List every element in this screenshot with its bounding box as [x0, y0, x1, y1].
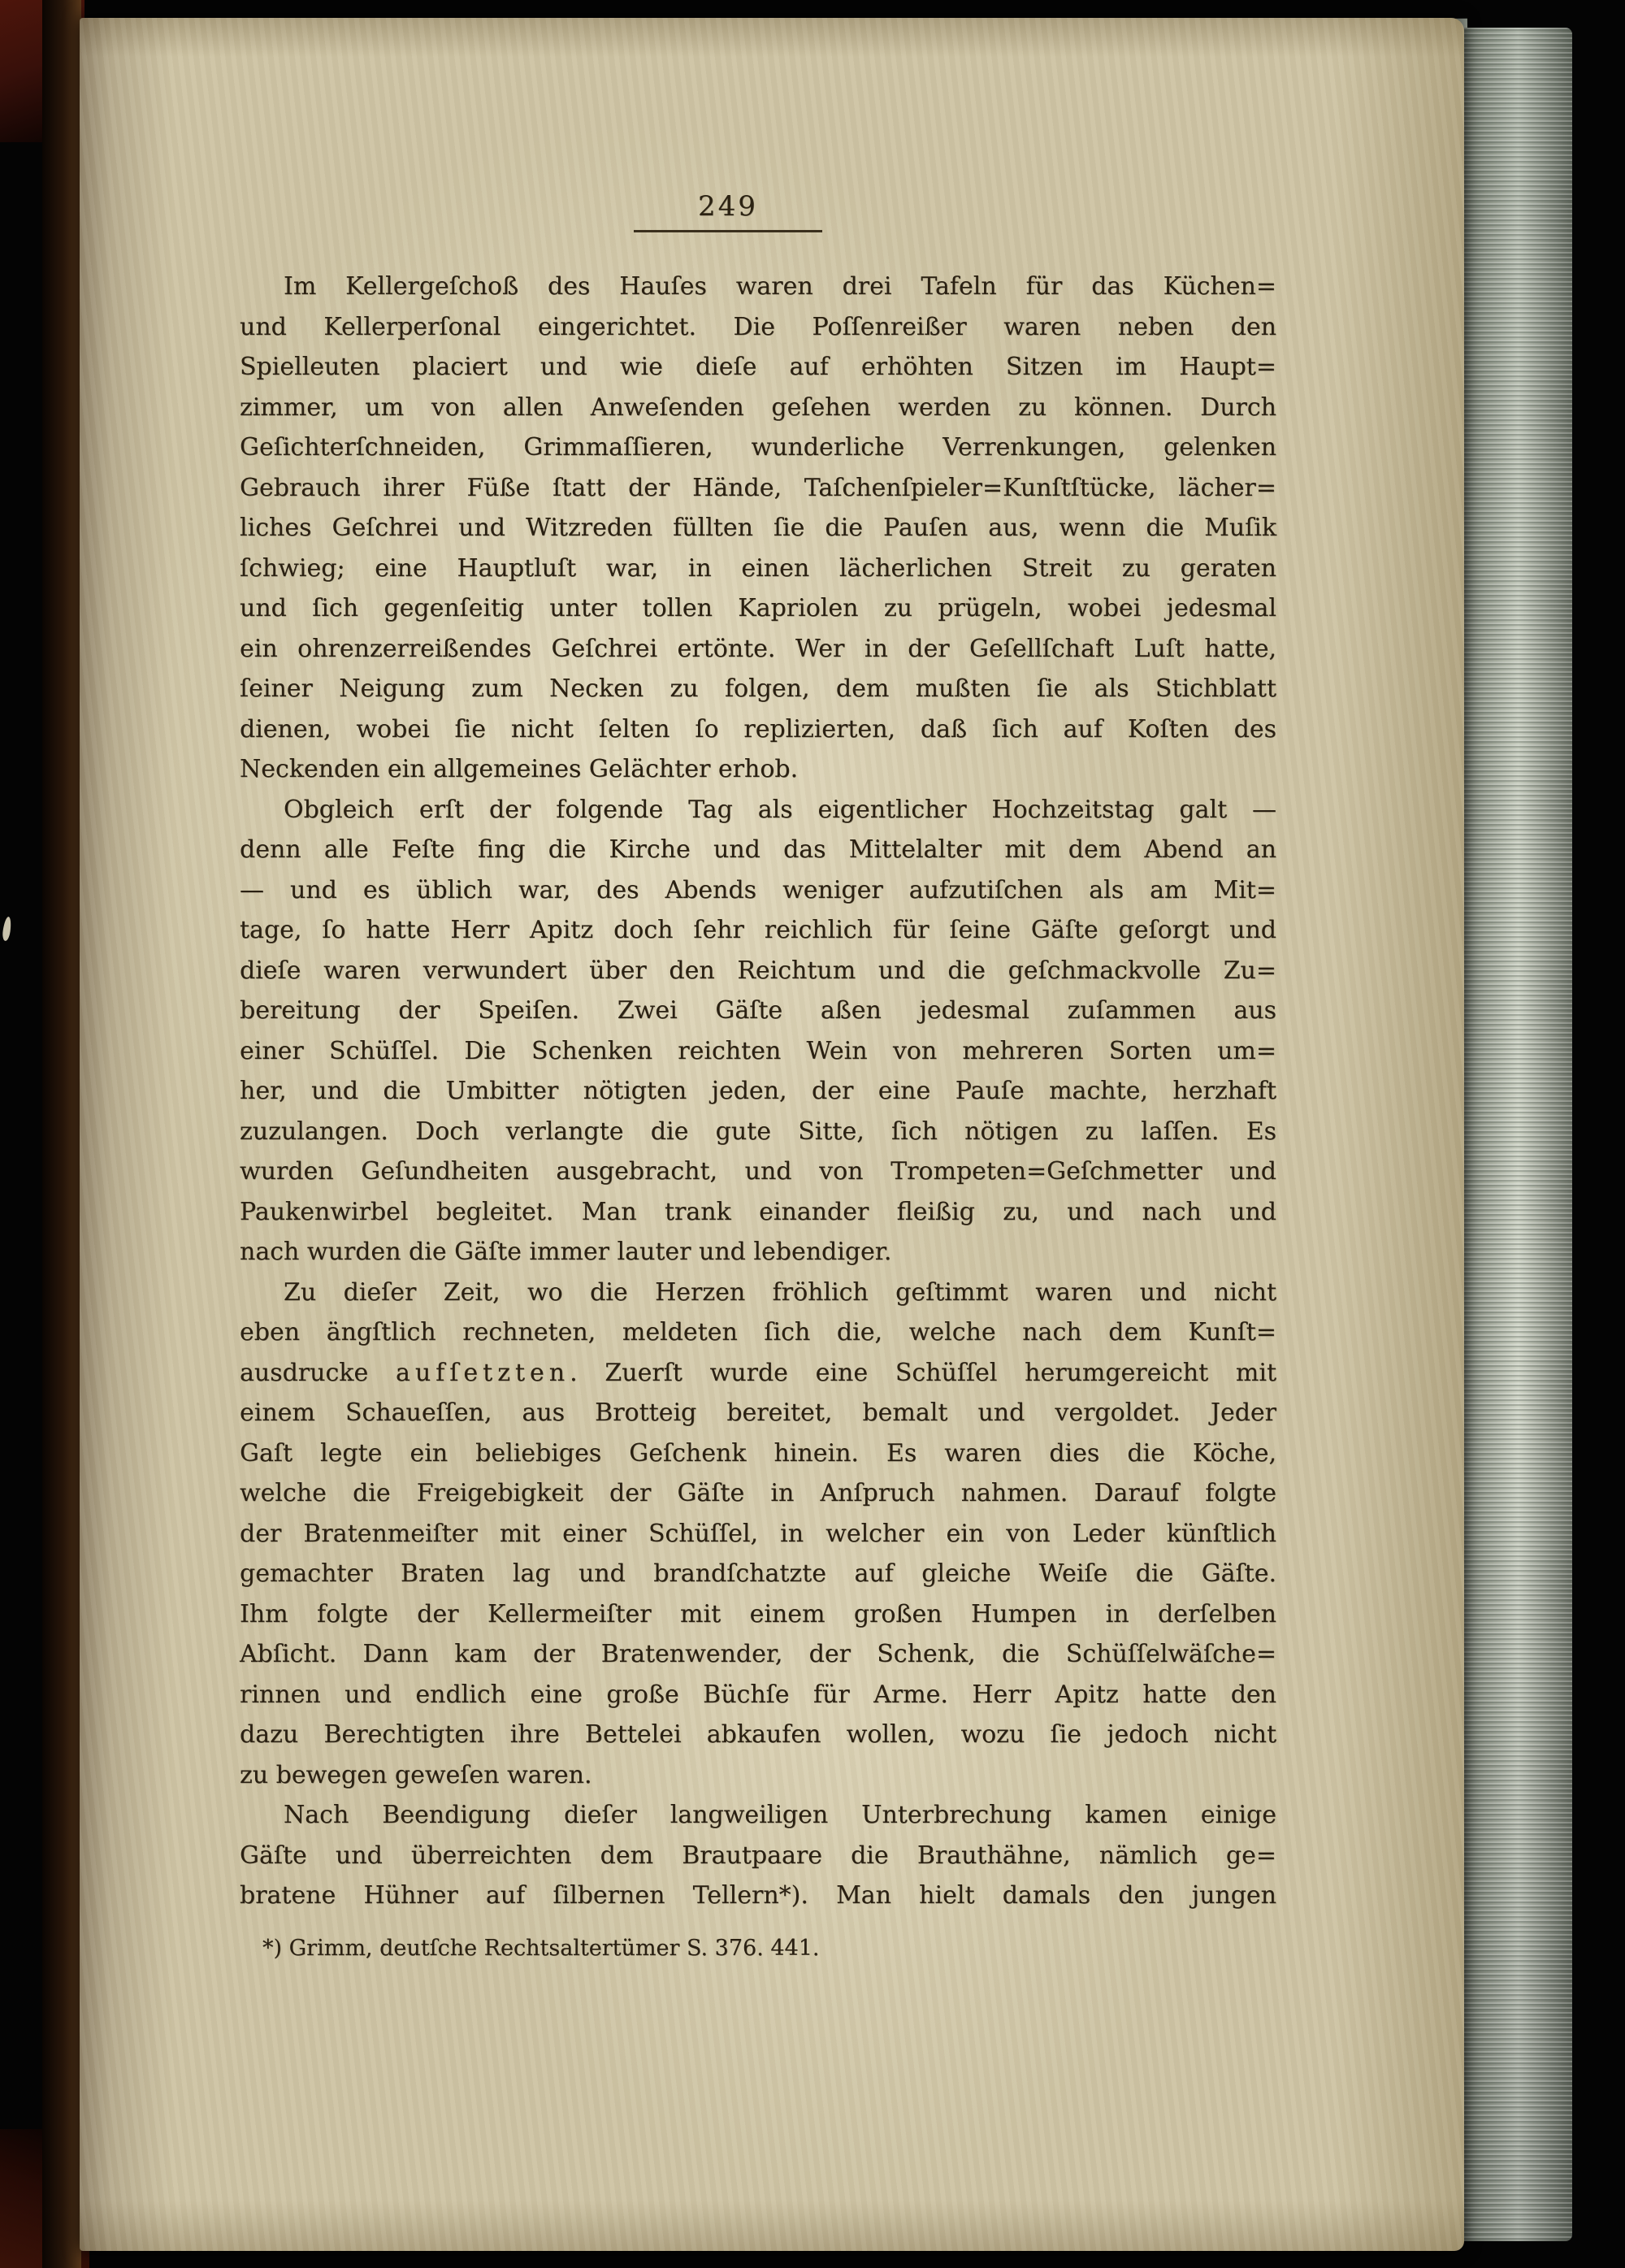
- text-line: Gaſt legte ein beliebiges Geſchenk hinein. Es waren dies die Köche,: [240, 1438, 1276, 1468]
- text-line: dieſe waren verwundert über den Reichtum und die geſchmackvolle Zu=: [240, 956, 1276, 985]
- text-line: Gäſte und überreichten dem Brautpaare die Brauthähne, nämlich ge=: [240, 1841, 1276, 1870]
- letterspaced-word: aufſetzten: [395, 1358, 570, 1387]
- book-page: [80, 18, 1464, 2251]
- text-line: Abſicht. Dann kam der Bratenwender, der Schenk, die Schüſſelwäſche=: [240, 1640, 1276, 1668]
- text-line: — und es üblich war, des Abends weniger aufzutiſchen als am Mit=: [240, 875, 1276, 904]
- text-line: [240, 1353, 1276, 1394]
- text-line: Gebrauch ihrer Füße ſtatt der Hände, Taſchenſpieler=Kunſtſtücke, lächer=: [240, 473, 1276, 502]
- text-line: gemachter Braten lag und brandſchatzte auf gleiche Weiſe die Gäſte.: [240, 1559, 1276, 1588]
- text-line: und Kellerperſonal eingerichtet. Die Poſſenreißer waren neben den: [240, 312, 1276, 341]
- book-spine: [42, 0, 81, 2268]
- text-line: ſchwieg; eine Hauptluſt war, in einen lächerlichen Streit zu geraten: [240, 553, 1276, 583]
- paragraph: [240, 790, 1276, 1273]
- text-line: einem Schaueſſen, aus Brotteig bereitet, bemalt und vergoldet. Jeder: [240, 1399, 1276, 1427]
- text-line: ſeiner Neigung zum Necken zu folgen, dem mußten ſie als Stichblatt: [240, 674, 1276, 703]
- text-line: Ihm folgte der Kellermeiſter mit einem großen Humpen in derſelben: [240, 1599, 1276, 1628]
- text-line: eben ängſtlich rechneten, meldeten ſich die, welche nach dem Kunſt=: [240, 1318, 1276, 1346]
- paragraphs: [240, 267, 1276, 1916]
- text-line: zuzulangen. Doch verlangte die gute Sitte, ſich nötigen zu laſſen. Es: [240, 1117, 1276, 1146]
- text-line: Geſichterſchneiden, Grimmaſſieren, wunderliche Verrenkungen, gelenken: [240, 433, 1276, 462]
- text-line: Spielleuten placiert und wie dieſe auf erhöhten Sitzen im Haupt=: [240, 353, 1276, 381]
- text-line: rinnen und endlich eine große Büchſe für Arme. Herr Apitz hatte den: [240, 1680, 1276, 1709]
- text-line: wurden Geſundheiten ausgebracht, und von Trompeten=Geſchmetter und: [240, 1157, 1276, 1186]
- text-line: Im Kellergeſchoß des Hauſes waren drei Tafeln für das Küchen=: [284, 272, 1276, 301]
- text-line: tage, ſo hatte Herr Apitz doch ſehr reichlich für ſeine Gäſte geſorgt und: [240, 916, 1276, 944]
- text-line: liches Geſchrei und Witzreden füllten ſie die Pauſen aus, wenn die Muſik: [240, 514, 1276, 542]
- text-line: Neckenden ein allgemeines Gelächter erhob.: [240, 755, 799, 783]
- text-line: dienen, wobei ſie nicht ſelten ſo replizierten, daß ſich auf Koſten des: [240, 714, 1276, 744]
- text-line: bereitung der Speiſen. Zwei Gäſte aßen jedesmal zuſammen aus: [240, 996, 1276, 1025]
- page-number: 249: [698, 190, 758, 223]
- margin-mark: [2, 917, 12, 942]
- page-number-rule: [634, 230, 822, 232]
- page-edges-right: [1464, 28, 1572, 2241]
- text-line: denn alle Feſte fing die Kirche und das Mittelalter mit dem Abend an: [240, 835, 1276, 864]
- text-line: ein ohrenzerreißendes Geſchrei ertönte. Wer in der Geſellſchaft Luſt hatte,: [240, 634, 1276, 663]
- page-header: [210, 190, 1246, 232]
- paragraph: [240, 1795, 1276, 1916]
- text-run: . Zuerſt wurde eine Schüſſel herumgereicht mit: [570, 1358, 1276, 1387]
- text-run: ausdrucke: [240, 1358, 396, 1387]
- text-line: nach wurden die Gäſte immer lauter und lebendiger.: [240, 1238, 892, 1266]
- footnote: *) Grimm, deutſche Rechtsaltertümer S. 376. 441.: [262, 1935, 820, 1961]
- text-line: Paukenwirbel begleitet. Man trank einander fleißig zu, und nach und: [240, 1197, 1276, 1226]
- text-line: dazu Berechtigten ihre Bettelei abkaufen wollen, wozu ſie jedoch nicht: [240, 1720, 1276, 1749]
- text-line: und ſich gegenſeitig unter tollen Kapriolen zu prügeln, wobei jedesmal: [240, 594, 1276, 622]
- text-block: [240, 267, 1276, 1963]
- paragraph: [240, 267, 1276, 790]
- text-line: einer Schüſſel. Die Schenken reichten Wein von mehreren Sorten um=: [240, 1036, 1276, 1065]
- text-line: Zu dieſer Zeit, wo die Herzen fröhlich geſtimmt waren und nicht: [284, 1277, 1276, 1307]
- text-line: her, und die Umbitter nötigten jeden, der eine Pauſe machte, herzhaft: [240, 1077, 1276, 1105]
- text-line: Nach Beendigung dieſer langweiligen Unterbrechung kamen einige: [284, 1801, 1276, 1829]
- text-line: zimmer, um von allen Anweſenden geſehen werden zu können. Durch: [240, 392, 1276, 422]
- text-line: Obgleich erſt der folgende Tag als eigentlicher Hochzeitstag galt —: [284, 795, 1276, 824]
- text-line: bratene Hühner auf ſilbernen Tellern*). Man hielt damals den jungen: [240, 1881, 1276, 1910]
- text-line: welche die Freigebigkeit der Gäſte in Anſpruch nahmen. Darauf folgte: [240, 1479, 1276, 1507]
- paragraph: [240, 1273, 1276, 1796]
- text-line: zu bewegen geweſen waren.: [240, 1760, 592, 1789]
- text-line: der Bratenmeiſter mit einer Schüſſel, in welcher ein von Leder künſtlich: [240, 1519, 1276, 1548]
